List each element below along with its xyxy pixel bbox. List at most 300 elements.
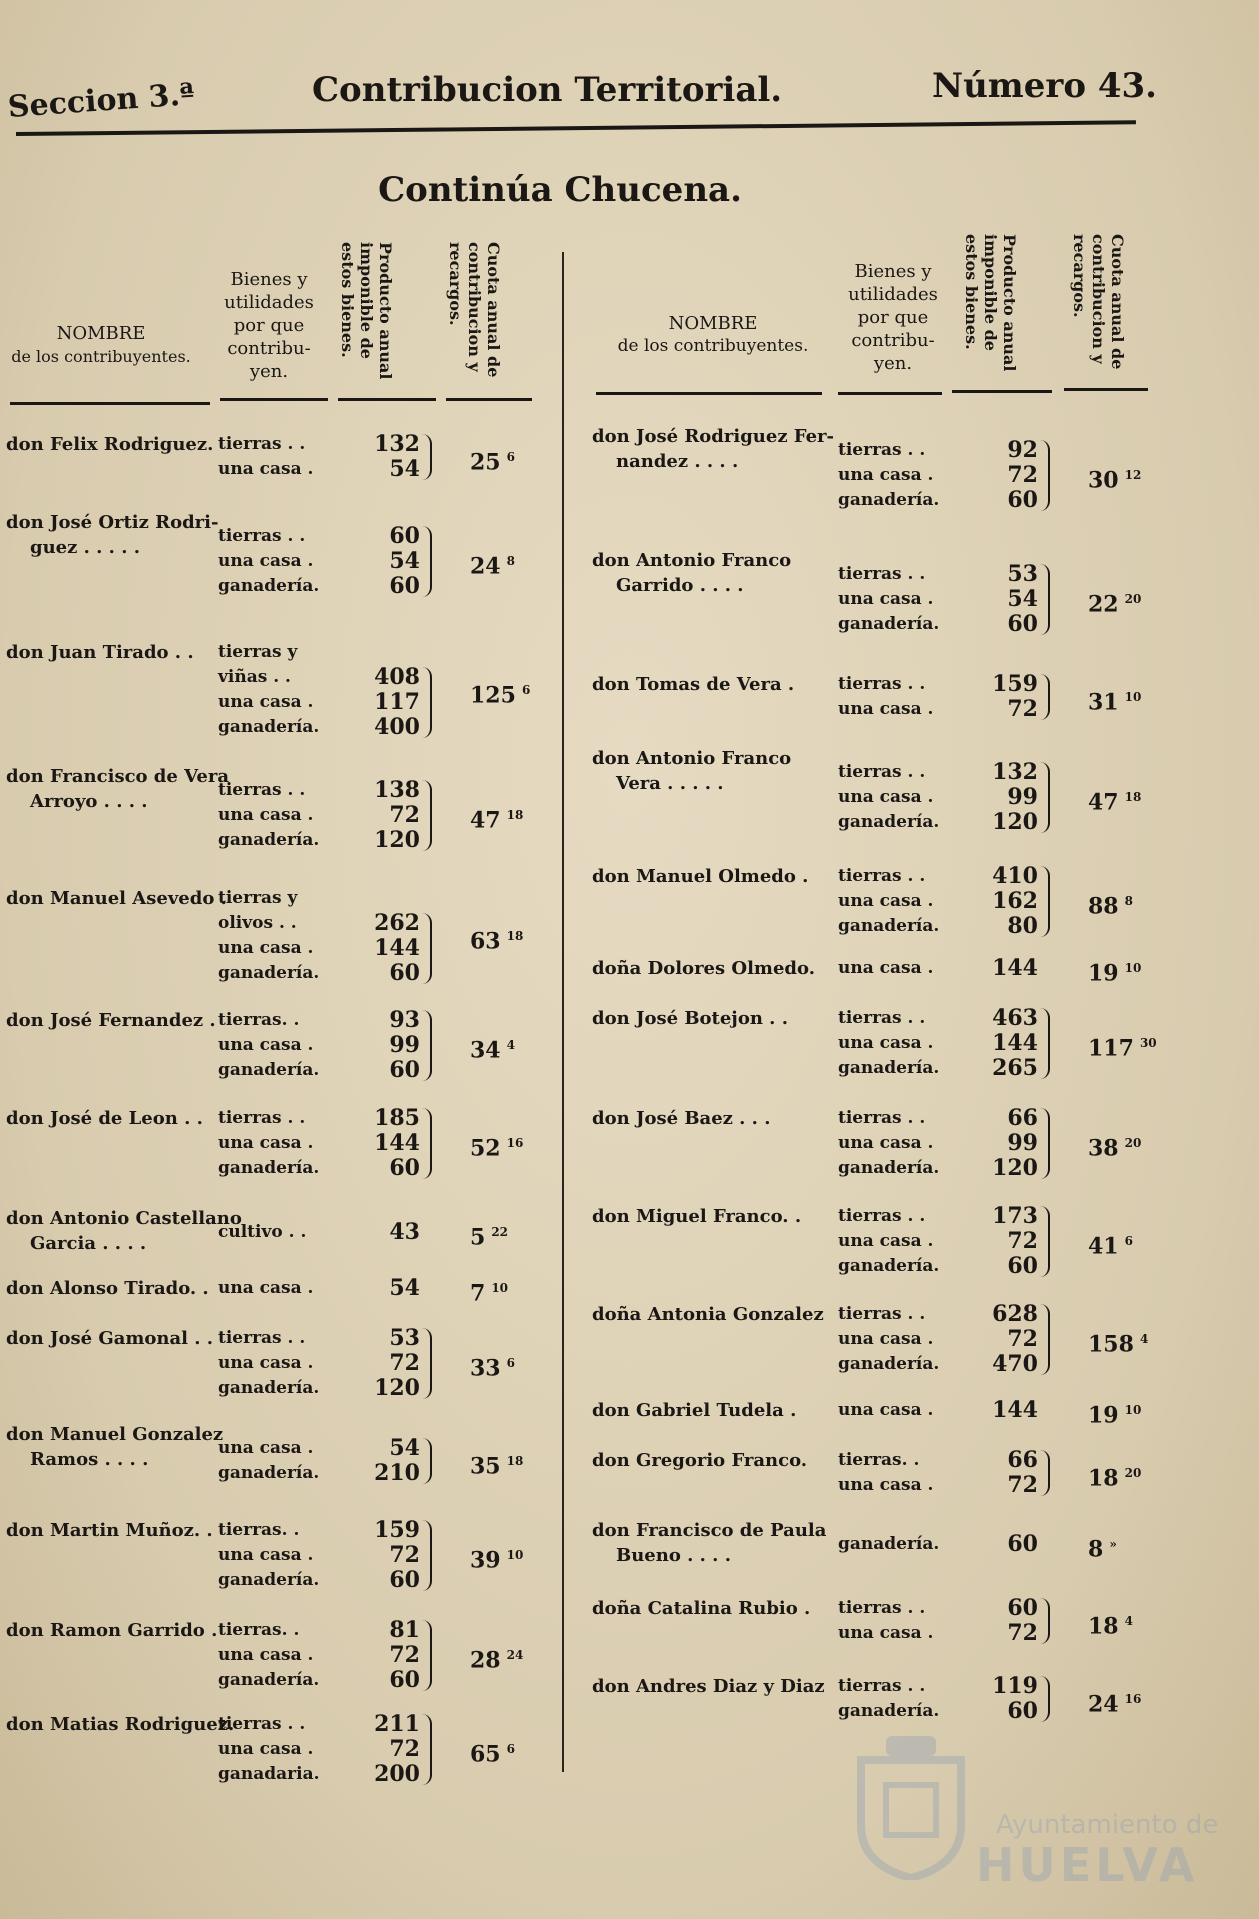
right-col-cuota: Cuota anual de contribucion y recargos.	[1070, 234, 1127, 370]
page-number: Número 43.	[932, 66, 1157, 106]
property-item: una casa .	[218, 1645, 314, 1665]
quota-reales: 41	[1088, 1233, 1119, 1260]
property-item: tierras y	[218, 642, 298, 662]
product-values	[978, 1006, 1038, 1081]
quota-maravedis: 20	[1124, 1136, 1142, 1150]
product-value: 81	[389, 1617, 420, 1643]
property-list	[838, 956, 933, 981]
product-value: 72	[389, 1350, 420, 1376]
property-item: tierras . .	[838, 1108, 926, 1128]
property-item: olivos . .	[218, 913, 297, 933]
product-value	[360, 640, 420, 665]
brace-icon	[1040, 674, 1050, 720]
bienes-line: utilidades	[848, 284, 938, 305]
product-value: 60	[389, 1567, 420, 1593]
quota-reales: 34	[470, 1037, 501, 1064]
product-values	[360, 886, 420, 986]
property-item: una casa .	[838, 1133, 934, 1153]
property-item: una casa .	[218, 459, 314, 479]
contributor-name-cont: guez . . . . .	[30, 537, 141, 558]
property-item: tierras. .	[838, 1450, 920, 1470]
left-col-nombre	[6, 322, 196, 368]
product-value: 72	[1007, 696, 1038, 722]
quota-value	[1088, 956, 1141, 986]
page-title: Continúa Chucena.	[378, 170, 742, 210]
product-value: 99	[1007, 1130, 1038, 1156]
quota-maravedis: 10	[491, 1281, 509, 1295]
product-value: 265	[992, 1055, 1038, 1081]
quota-maravedis: 10	[506, 1548, 524, 1562]
property-item: tierras . .	[838, 1598, 926, 1618]
nombre-sub: de los contribuyentes.	[11, 347, 191, 366]
contributor-name: don Ramon Garrido .	[6, 1620, 218, 1641]
right-col-nombre	[598, 312, 828, 358]
property-list	[218, 1276, 313, 1301]
product-values	[978, 438, 1038, 513]
product-value: 60	[389, 960, 420, 986]
contributor-name: don Antonio Castellano	[6, 1208, 242, 1229]
property-item: tierras y	[218, 888, 298, 908]
quota-value	[470, 1351, 515, 1381]
property-list	[218, 1008, 319, 1083]
property-item: ganadería.	[838, 916, 940, 936]
property-item: ganadería.	[218, 1670, 320, 1690]
product-value: 60	[1007, 1531, 1038, 1557]
property-item: tierras . .	[218, 434, 306, 454]
quota-reales: 8	[1088, 1536, 1104, 1563]
product-value: 60	[1007, 1253, 1038, 1279]
product-values	[360, 1618, 420, 1693]
property-item: una casa .	[218, 1133, 314, 1153]
contributor-name: don José de Leon . .	[6, 1108, 203, 1129]
right-header-rule	[952, 390, 1052, 393]
contributor-name: doña Catalina Rubio .	[592, 1598, 811, 1619]
product-value: 99	[1007, 784, 1038, 810]
bienes-line: por que	[233, 315, 305, 336]
left-col-producto: Producto anual imponible de estos bienes.	[338, 242, 395, 380]
product-value: 144	[374, 1130, 420, 1156]
quota-reales: 158	[1088, 1331, 1134, 1358]
quota-maravedis: 12	[1124, 468, 1142, 482]
brace-icon	[422, 1010, 432, 1081]
product-value: 144	[374, 935, 420, 961]
property-item: ganadería.	[838, 1256, 940, 1276]
quota-maravedis: 24	[506, 1648, 524, 1662]
bienes-line: contribu-	[851, 330, 935, 351]
quota-maravedis: 10	[1124, 961, 1142, 975]
brace-icon	[1040, 1008, 1050, 1079]
contributor-name-cont: Bueno . . . .	[616, 1545, 731, 1566]
property-list	[838, 1596, 933, 1646]
quota-value	[1088, 1687, 1141, 1717]
property-list	[838, 864, 939, 939]
product-values	[978, 562, 1038, 637]
contributor-name: don Miguel Franco. .	[592, 1206, 802, 1227]
quota-value	[470, 1737, 515, 1767]
product-value: 60	[1007, 611, 1038, 637]
product-values	[978, 1448, 1038, 1498]
header-rule	[16, 120, 1136, 136]
brace-icon	[1040, 1304, 1050, 1375]
product-value: 132	[992, 759, 1038, 785]
product-values	[978, 1398, 1038, 1423]
product-value: 92	[1007, 437, 1038, 463]
quota-reales: 19	[1088, 1402, 1119, 1429]
property-item: tierras . .	[838, 440, 926, 460]
product-value: 200	[374, 1761, 420, 1787]
property-list	[218, 1518, 319, 1593]
contributor-name: don Francisco de Paula	[592, 1520, 827, 1541]
quota-value	[1088, 685, 1141, 715]
right-header-rule	[1064, 388, 1148, 391]
quota-reales: 38	[1088, 1135, 1119, 1162]
quota-maravedis: 4	[506, 1038, 515, 1052]
contributor-name: don Felix Rodriguez.	[6, 434, 214, 455]
property-list	[218, 886, 319, 986]
property-item: ganadería.	[838, 1058, 940, 1078]
quota-reales: 28	[470, 1647, 501, 1674]
product-value: 60	[1007, 1595, 1038, 1621]
property-item: tierras . .	[838, 564, 926, 584]
brace-icon	[422, 1438, 432, 1484]
product-value: 162	[992, 888, 1038, 914]
product-value: 117	[374, 689, 420, 715]
quota-reales: 22	[1088, 591, 1119, 618]
product-value: 72	[1007, 1326, 1038, 1352]
quota-value	[470, 924, 523, 954]
quota-reales: 33	[470, 1355, 501, 1382]
right-header-rule	[838, 392, 942, 395]
property-item: tierras . .	[218, 1108, 306, 1128]
product-value: 72	[389, 1736, 420, 1762]
product-values	[978, 1106, 1038, 1181]
property-item: ganadería.	[218, 1378, 320, 1398]
contributor-name: don Antonio Franco	[592, 550, 792, 571]
product-values	[360, 640, 420, 740]
contributor-name: don José Baez . . .	[592, 1108, 771, 1129]
product-value: 463	[992, 1005, 1038, 1031]
product-value: 80	[1007, 913, 1038, 939]
contributor-name: don Francisco de Vera	[6, 766, 230, 787]
quota-value	[470, 445, 515, 475]
property-item: ganadería.	[218, 1463, 320, 1483]
quota-reales: 65	[470, 1741, 501, 1768]
quota-maravedis: 8	[506, 554, 515, 568]
product-value: 400	[374, 714, 420, 740]
product-value: 54	[389, 456, 420, 482]
product-value: 54	[1007, 586, 1038, 612]
property-item: una casa .	[838, 1231, 934, 1251]
product-value: 144	[992, 1030, 1038, 1056]
property-item: una casa .	[218, 1739, 314, 1759]
product-values	[360, 1276, 420, 1301]
property-item: ganadería.	[838, 614, 940, 634]
quota-value	[470, 1131, 523, 1161]
product-values	[360, 432, 420, 482]
left-header-rule	[338, 398, 436, 401]
product-value: 120	[992, 809, 1038, 835]
product-value: 159	[374, 1517, 420, 1543]
property-item: ganadería.	[838, 1158, 940, 1178]
brace-icon	[1040, 762, 1050, 833]
product-value: 72	[1007, 1472, 1038, 1498]
product-values	[360, 1220, 420, 1245]
brace-icon	[422, 1328, 432, 1399]
quota-reales: 35	[470, 1452, 501, 1479]
product-value: 119	[992, 1673, 1038, 1699]
property-item: una casa .	[838, 891, 934, 911]
product-value: 410	[992, 863, 1038, 889]
property-item: una casa .	[838, 465, 934, 485]
product-value: 53	[389, 1325, 420, 1351]
property-item: una casa .	[838, 1033, 934, 1053]
quota-reales: 24	[1088, 1690, 1119, 1717]
brace-icon	[422, 1108, 432, 1179]
property-item: cultivo . .	[218, 1222, 307, 1242]
quota-value	[470, 1543, 523, 1573]
brace-icon	[1040, 1450, 1050, 1496]
contributor-name-cont: Arroyo . . . .	[30, 791, 148, 812]
quota-maravedis: 22	[491, 1225, 509, 1239]
product-values	[978, 1532, 1038, 1557]
product-values	[360, 1436, 420, 1486]
product-value: 120	[992, 1155, 1038, 1181]
property-item: ganadería.	[218, 963, 320, 983]
property-item: tierras . .	[838, 1008, 926, 1028]
left-header-rule	[220, 398, 328, 401]
quota-maravedis: 6	[521, 682, 531, 697]
product-values	[978, 1674, 1038, 1724]
quota-maravedis: 6	[506, 449, 515, 464]
header-title: Contribucion Territorial.	[312, 70, 783, 110]
left-header-rule	[10, 402, 210, 405]
quota-reales: 18	[1088, 1612, 1119, 1639]
product-value: 53	[1007, 561, 1038, 587]
quota-reales: 125	[470, 681, 516, 708]
property-item: una casa .	[838, 958, 934, 978]
quota-reales: 18	[1088, 1464, 1119, 1491]
quota-value	[1088, 1532, 1117, 1562]
property-list	[838, 438, 939, 513]
property-list	[838, 1398, 933, 1423]
property-item: una casa .	[838, 1475, 934, 1495]
quota-maravedis: 18	[1124, 790, 1142, 804]
contributor-name-cont: Garrido . . . .	[616, 575, 744, 596]
product-value: 138	[374, 777, 420, 803]
bienes-line: yen.	[249, 361, 289, 382]
quota-reales: 30	[1088, 467, 1119, 494]
watermark-line1: Ayuntamiento de	[996, 1810, 1219, 1840]
property-item: tierras . .	[838, 674, 926, 694]
brace-icon	[1040, 1108, 1050, 1179]
property-list	[838, 562, 939, 637]
quota-value	[470, 803, 523, 833]
property-list	[838, 1106, 939, 1181]
quota-value	[470, 1220, 508, 1250]
quota-value	[1088, 889, 1133, 919]
quota-maravedis: 6	[1124, 1234, 1133, 1248]
product-values	[360, 1106, 420, 1181]
brace-icon	[1040, 1598, 1050, 1644]
quota-value	[470, 678, 530, 708]
product-value: 72	[1007, 462, 1038, 488]
product-value: 66	[1007, 1105, 1038, 1131]
brace-icon	[422, 1714, 432, 1785]
quota-reales: 117	[1088, 1035, 1134, 1062]
contributor-name: don Manuel Gonzalez	[6, 1424, 224, 1445]
product-value: 72	[1007, 1228, 1038, 1254]
product-value: 72	[389, 802, 420, 828]
quota-reales: 39	[470, 1547, 501, 1574]
contributor-name-cont: Vera . . . . .	[616, 773, 724, 794]
product-value: 54	[389, 1275, 420, 1301]
brace-icon	[422, 667, 432, 738]
quota-value	[470, 1643, 523, 1673]
property-list	[218, 778, 319, 853]
bienes-line: yen.	[873, 353, 913, 374]
watermark	[846, 1730, 1226, 1890]
product-values	[360, 1326, 420, 1401]
quota-reales: 19	[1088, 960, 1119, 987]
product-values	[978, 956, 1038, 981]
quota-maravedis: 4	[1139, 1332, 1149, 1346]
product-value: 144	[992, 955, 1038, 981]
property-list	[838, 1204, 939, 1279]
product-value: 60	[1007, 1698, 1038, 1724]
product-values	[978, 760, 1038, 835]
contributor-name: don Manuel Asevedo .	[6, 888, 227, 909]
bienes-line: Bienes y	[854, 261, 932, 282]
property-item: tierras. .	[218, 1520, 300, 1540]
property-item: ganadería.	[218, 1570, 320, 1590]
product-value: 173	[992, 1203, 1038, 1229]
contributor-name: don Juan Tirado . .	[6, 642, 194, 663]
product-values	[978, 1204, 1038, 1279]
property-item: viñas . .	[218, 667, 291, 687]
contributor-name: don Andres Diaz y Diaz	[592, 1676, 825, 1697]
product-value: 210	[374, 1460, 420, 1486]
quota-reales: 25	[470, 448, 501, 475]
property-list	[838, 672, 933, 722]
section-label: Seccion 3.ª	[6, 77, 196, 125]
product-value: 99	[389, 1032, 420, 1058]
quota-reales: 47	[1088, 789, 1119, 816]
quota-reales: 31	[1088, 688, 1119, 715]
contributor-name: don Tomas de Vera .	[592, 674, 795, 695]
contributor-name-cont: nandez . . . .	[616, 451, 739, 472]
brace-icon	[1040, 1206, 1050, 1277]
quota-value	[1088, 1229, 1133, 1259]
contributor-name: doña Dolores Olmedo.	[592, 958, 815, 979]
product-value: 60	[389, 1057, 420, 1083]
property-item: una casa .	[218, 692, 314, 712]
brace-icon	[1040, 440, 1050, 511]
nombre-label: NOMBRE	[56, 323, 146, 344]
product-value: 120	[374, 827, 420, 853]
property-item: una casa .	[218, 805, 314, 825]
quota-reales: 63	[470, 927, 501, 954]
quota-reales: 52	[470, 1135, 501, 1162]
property-item: una casa .	[218, 1438, 314, 1458]
property-item: una casa .	[838, 787, 934, 807]
property-item: una casa .	[218, 1545, 314, 1565]
product-values	[360, 524, 420, 599]
quota-maravedis: »	[1109, 1537, 1117, 1551]
property-item: tierras . .	[838, 1206, 926, 1226]
contributor-name: don Alonso Tirado. .	[6, 1278, 209, 1299]
brace-icon	[422, 1520, 432, 1591]
property-item: una casa .	[838, 1400, 934, 1420]
quota-value	[470, 1449, 523, 1479]
property-list	[218, 432, 313, 482]
property-list	[218, 1106, 319, 1181]
property-item: tierras . .	[218, 1714, 306, 1734]
product-value: 159	[992, 671, 1038, 697]
product-values	[978, 672, 1038, 722]
quota-value	[1088, 1461, 1141, 1491]
property-item: una casa .	[218, 938, 314, 958]
product-value: 60	[389, 573, 420, 599]
property-item: una casa .	[838, 1329, 934, 1349]
property-item: tierras. .	[218, 1620, 300, 1640]
property-item: ganadería.	[838, 812, 940, 832]
product-value: 60	[389, 1667, 420, 1693]
bienes-line: utilidades	[224, 292, 314, 313]
product-value: 72	[1007, 1620, 1038, 1646]
product-values	[360, 1008, 420, 1083]
quota-maravedis: 18	[506, 1453, 524, 1468]
property-item: ganadería.	[838, 1534, 940, 1554]
quota-maravedis: 18	[506, 808, 524, 822]
quota-value	[1088, 463, 1141, 493]
quota-maravedis: 10	[1124, 689, 1142, 704]
page-header	[0, 62, 1259, 125]
property-item: ganadería.	[218, 576, 320, 596]
product-value: 132	[374, 431, 420, 457]
quota-value	[1088, 1398, 1141, 1428]
product-value: 262	[374, 910, 420, 936]
quota-value	[470, 1033, 515, 1063]
product-value: 72	[389, 1642, 420, 1668]
property-item: tierras . .	[218, 526, 306, 546]
property-item: tierras . .	[838, 1304, 926, 1324]
contributor-name: don José Fernandez .	[6, 1010, 216, 1031]
product-value: 60	[1007, 487, 1038, 513]
quota-value	[1088, 1031, 1157, 1061]
property-list	[838, 1448, 933, 1498]
product-values	[360, 1518, 420, 1593]
property-list	[838, 1302, 939, 1377]
contributor-name: don José Rodriguez Fer-	[592, 426, 835, 447]
brace-icon	[1040, 564, 1050, 635]
property-list	[838, 760, 939, 835]
quota-maravedis: 6	[506, 1742, 515, 1756]
quota-maravedis: 6	[506, 1356, 515, 1370]
property-item: tierras . .	[838, 866, 926, 886]
contributor-name: don Gabriel Tudela .	[592, 1400, 797, 1421]
brace-icon	[422, 1620, 432, 1691]
right-col-bienes	[838, 260, 948, 375]
property-item: una casa .	[218, 1353, 314, 1373]
property-item: una casa .	[838, 589, 934, 609]
quota-reales: 5	[470, 1224, 486, 1251]
contributor-name: don José Gamonal . .	[6, 1328, 214, 1349]
product-value: 470	[992, 1351, 1038, 1377]
bienes-line: contribu-	[227, 338, 311, 359]
quota-maravedis: 20	[1124, 1465, 1142, 1480]
quota-reales: 7	[470, 1280, 486, 1307]
brace-icon	[1040, 866, 1050, 937]
